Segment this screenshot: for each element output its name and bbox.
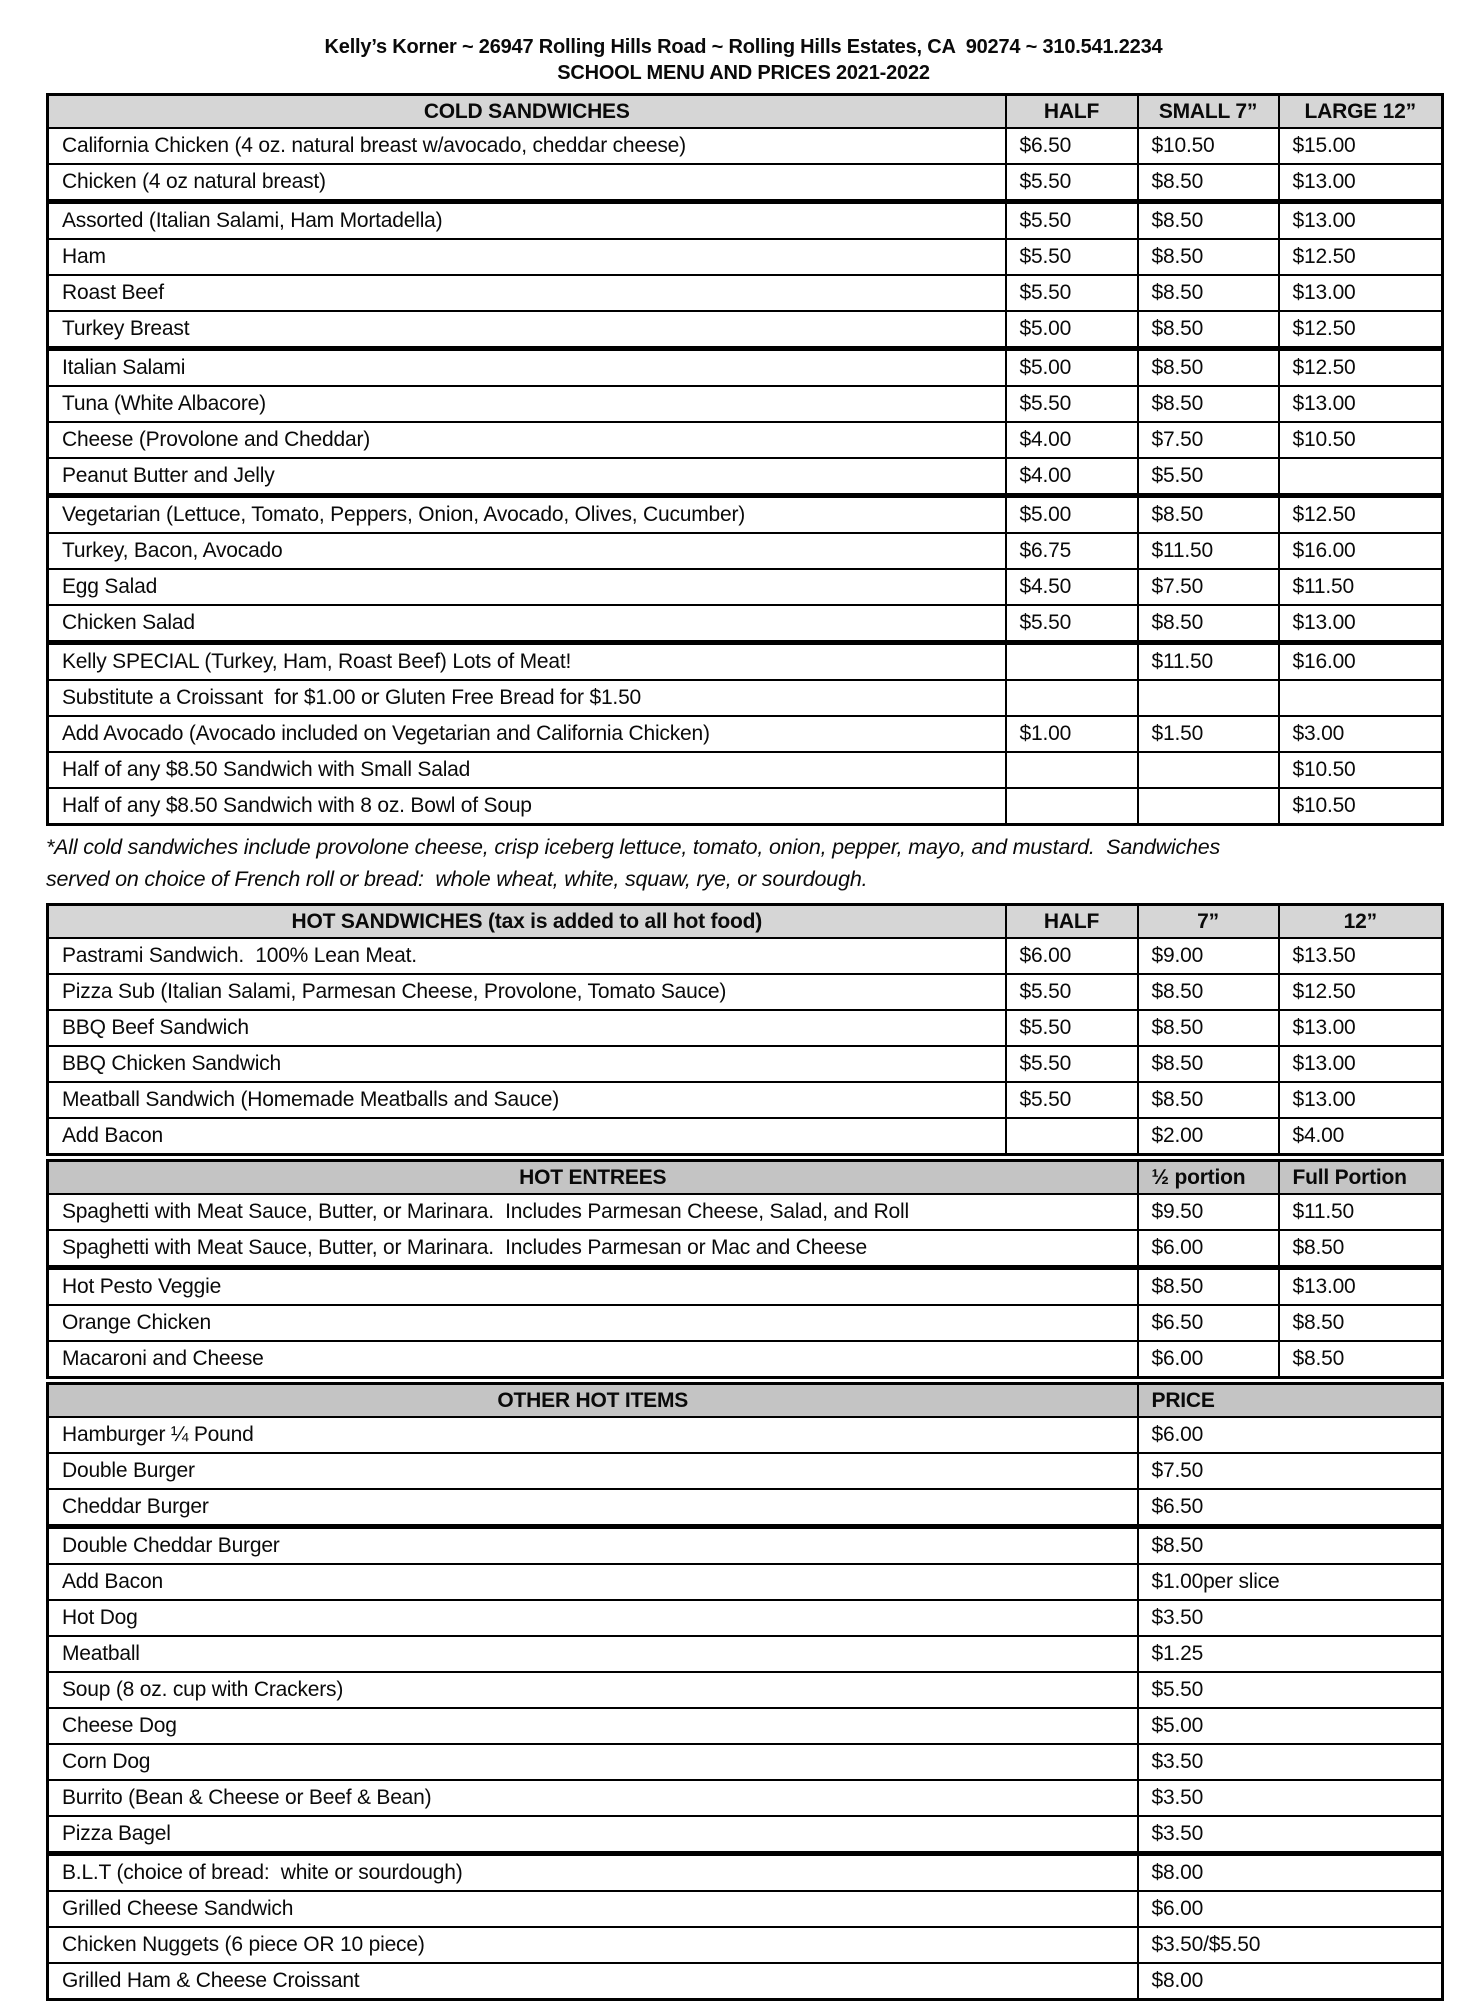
- section-header-hot-entrees: HOT ENTREES: [48, 1161, 1138, 1195]
- item-name-cell: Ham: [48, 239, 1006, 275]
- item-name-cell: Soup (8 oz. cup with Crackers): [48, 1672, 1138, 1708]
- item-name-cell: Meatball Sandwich (Homemade Meatballs and Sauce): [48, 1082, 1006, 1118]
- price-cell-full_portion: $13.00: [1279, 1268, 1443, 1306]
- item-name-cell: California Chicken (4 oz. natural breast w/avocado, cheddar cheese): [48, 128, 1006, 164]
- menu-row: [48, 788, 1443, 825]
- price-cell-small: [1138, 680, 1279, 716]
- price-cell-half_portion: $6.00: [1138, 1341, 1279, 1378]
- item-name-cell: Kelly SPECIAL (Turkey, Ham, Roast Beef) Lots of Meat!: [48, 643, 1006, 681]
- price-cell-small: $8.50: [1138, 164, 1279, 202]
- price-cell-price: $8.00: [1138, 1963, 1443, 2000]
- price-cell-half: $5.50: [1006, 1010, 1138, 1046]
- price-cell-half: $5.50: [1006, 605, 1138, 643]
- item-name-cell: Half of any $8.50 Sandwich with 8 oz. Bowl of Soup: [48, 788, 1006, 825]
- item-name-cell: B.L.T (choice of bread: white or sourdough): [48, 1854, 1138, 1892]
- menu-row: [48, 275, 1443, 311]
- item-name-cell: Tuna (White Albacore): [48, 386, 1006, 422]
- price-cell-price: $8.50: [1138, 1527, 1443, 1565]
- page-title-menu-year: SCHOOL MENU AND PRICES 2021-2022: [557, 62, 930, 84]
- price-cell-large: $13.00: [1279, 275, 1443, 311]
- price-cell-large: $15.00: [1279, 128, 1443, 164]
- column-header-price: PRICE: [1138, 1384, 1443, 1418]
- price-cell-large: $12.50: [1279, 349, 1443, 387]
- price-cell-large: $13.00: [1279, 164, 1443, 202]
- price-cell-half: $6.00: [1006, 938, 1138, 974]
- price-cell-large: $10.50: [1279, 788, 1443, 825]
- price-cell-price: $3.50/$5.50: [1138, 1927, 1443, 1963]
- price-cell-large: $13.00: [1279, 1082, 1443, 1118]
- price-cell-half: $5.50: [1006, 164, 1138, 202]
- price-cell-small: $2.00: [1138, 1118, 1279, 1155]
- item-name-cell: Spaghetti with Meat Sauce, Butter, or Marinara. Includes Parmesan Cheese, Salad, and Roll: [48, 1194, 1138, 1230]
- price-cell-half: $4.50: [1006, 569, 1138, 605]
- menu-row: [48, 1780, 1443, 1816]
- item-name-cell: Italian Salami: [48, 349, 1006, 387]
- column-header-full-portion: Full Portion: [1279, 1161, 1443, 1195]
- item-name-cell: Turkey, Bacon, Avocado: [48, 533, 1006, 569]
- item-name-cell: Peanut Butter and Jelly: [48, 458, 1006, 496]
- price-cell-full_portion: $11.50: [1279, 1194, 1443, 1230]
- menu-row: [48, 1527, 1443, 1565]
- price-cell-small: $8.50: [1138, 496, 1279, 534]
- other-hot-items-table: [46, 1382, 1444, 2001]
- page-title-address: Kelly’s Korner ~ 26947 Rolling Hills Road ~ Rolling Hills Estates, CA 90274 ~ 310.541.2234: [324, 36, 1163, 58]
- price-cell-price: $3.50: [1138, 1816, 1443, 1854]
- price-cell-full_portion: $8.50: [1279, 1230, 1443, 1268]
- price-cell-half: $5.00: [1006, 349, 1138, 387]
- menu-row: [48, 569, 1443, 605]
- cold-sandwiches-table: [46, 93, 1444, 826]
- menu-row: [48, 1268, 1443, 1306]
- item-name-cell: Egg Salad: [48, 569, 1006, 605]
- item-name-cell: Orange Chicken: [48, 1305, 1138, 1341]
- price-cell-large: $12.50: [1279, 974, 1443, 1010]
- hot-entrees-table: [46, 1159, 1444, 1379]
- price-cell-full_portion: $8.50: [1279, 1305, 1443, 1341]
- column-header-half: HALF: [1006, 95, 1138, 129]
- price-cell-small: $8.50: [1138, 1082, 1279, 1118]
- price-cell-half: $5.50: [1006, 1082, 1138, 1118]
- price-cell-small: $8.50: [1138, 1046, 1279, 1082]
- menu-row: [48, 1891, 1443, 1927]
- menu-row: [48, 311, 1443, 349]
- price-cell-small: $1.50: [1138, 716, 1279, 752]
- price-cell-small: $8.50: [1138, 1010, 1279, 1046]
- price-cell-large: $16.00: [1279, 533, 1443, 569]
- item-name-cell: Chicken Nuggets (6 piece OR 10 piece): [48, 1927, 1138, 1963]
- menu-row: [48, 938, 1443, 974]
- item-name-cell: Add Bacon: [48, 1564, 1138, 1600]
- price-cell-half: [1006, 643, 1138, 681]
- price-cell-small: $8.50: [1138, 275, 1279, 311]
- section-header-hot-sandwiches: HOT SANDWICHES (tax is added to all hot food): [48, 905, 1006, 939]
- item-name-cell: Double Burger: [48, 1453, 1138, 1489]
- price-cell-small: $8.50: [1138, 202, 1279, 240]
- hot-entrees-header-row: [48, 1161, 1443, 1195]
- item-name-cell: Burrito (Bean & Cheese or Beef & Bean): [48, 1780, 1138, 1816]
- price-cell-price: $6.50: [1138, 1489, 1443, 1527]
- price-cell-half_portion: $6.00: [1138, 1230, 1279, 1268]
- price-cell-small: $8.50: [1138, 605, 1279, 643]
- menu-row: [48, 1854, 1443, 1892]
- price-cell-price: $8.00: [1138, 1854, 1443, 1892]
- menu-row: [48, 422, 1443, 458]
- menu-row: [48, 349, 1443, 387]
- column-header-12: 12”: [1279, 905, 1443, 939]
- menu-row: [48, 1118, 1443, 1155]
- price-cell-half_portion: $8.50: [1138, 1268, 1279, 1306]
- price-cell-large: $13.00: [1279, 386, 1443, 422]
- price-cell-large: $13.00: [1279, 202, 1443, 240]
- item-name-cell: Pizza Sub (Italian Salami, Parmesan Cheese, Provolone, Tomato Sauce): [48, 974, 1006, 1010]
- price-cell-large: $16.00: [1279, 643, 1443, 681]
- menu-row: [48, 1230, 1443, 1268]
- price-cell-half_portion: $6.50: [1138, 1305, 1279, 1341]
- column-header-half: HALF: [1006, 905, 1138, 939]
- price-cell-half: $6.75: [1006, 533, 1138, 569]
- price-cell-small: $11.50: [1138, 533, 1279, 569]
- price-cell-small: $8.50: [1138, 311, 1279, 349]
- menu-row: [48, 1600, 1443, 1636]
- price-cell-half_portion: $9.50: [1138, 1194, 1279, 1230]
- menu-row: [48, 128, 1443, 164]
- menu-row: [48, 1927, 1443, 1963]
- item-name-cell: Roast Beef: [48, 275, 1006, 311]
- column-header-7: 7”: [1138, 905, 1279, 939]
- price-cell-large: $12.50: [1279, 496, 1443, 534]
- price-cell-half: [1006, 788, 1138, 825]
- menu-row: [48, 1489, 1443, 1527]
- price-cell-full_portion: $8.50: [1279, 1341, 1443, 1378]
- item-name-cell: Spaghetti with Meat Sauce, Butter, or Marinara. Includes Parmesan or Mac and Cheese: [48, 1230, 1138, 1268]
- price-cell-small: [1138, 788, 1279, 825]
- price-cell-half: $4.00: [1006, 458, 1138, 496]
- menu-row: [48, 1963, 1443, 2000]
- cold-sandwiches-header-row: [48, 95, 1443, 129]
- price-cell-price: $5.00: [1138, 1708, 1443, 1744]
- price-cell-large: $12.50: [1279, 311, 1443, 349]
- column-header-large-12: LARGE 12”: [1279, 95, 1443, 129]
- menu-row: [48, 1010, 1443, 1046]
- price-cell-small: $8.50: [1138, 386, 1279, 422]
- menu-row: [48, 386, 1443, 422]
- menu-row: [48, 680, 1443, 716]
- price-cell-small: $10.50: [1138, 128, 1279, 164]
- menu-row: [48, 1341, 1443, 1378]
- menu-row: [48, 1082, 1443, 1118]
- price-cell-small: $11.50: [1138, 643, 1279, 681]
- price-cell-price: $3.50: [1138, 1744, 1443, 1780]
- column-header-small-7: SMALL 7”: [1138, 95, 1279, 129]
- price-cell-price: $1.25: [1138, 1636, 1443, 1672]
- menu-row: [48, 164, 1443, 202]
- item-name-cell: Pizza Bagel: [48, 1816, 1138, 1854]
- menu-row: [48, 1744, 1443, 1780]
- item-name-cell: Pastrami Sandwich. 100% Lean Meat.: [48, 938, 1006, 974]
- price-cell-small: $7.50: [1138, 569, 1279, 605]
- item-name-cell: Cheddar Burger: [48, 1489, 1138, 1527]
- price-cell-price: $6.00: [1138, 1417, 1443, 1453]
- item-name-cell: BBQ Chicken Sandwich: [48, 1046, 1006, 1082]
- price-cell-large: $11.50: [1279, 569, 1443, 605]
- price-cell-price: $1.00per slice: [1138, 1564, 1443, 1600]
- price-cell-large: [1279, 458, 1443, 496]
- other-hot-items-header-row: [48, 1384, 1443, 1418]
- menu-row: [48, 643, 1443, 681]
- item-name-cell: Half of any $8.50 Sandwich with Small Salad: [48, 752, 1006, 788]
- item-name-cell: Vegetarian (Lettuce, Tomato, Peppers, Onion, Avocado, Olives, Cucumber): [48, 496, 1006, 534]
- item-name-cell: Hot Pesto Veggie: [48, 1268, 1138, 1306]
- menu-row: [48, 1672, 1443, 1708]
- menu-row: [48, 605, 1443, 643]
- item-name-cell: Hamburger ¼ Pound: [48, 1417, 1138, 1453]
- item-name-cell: Double Cheddar Burger: [48, 1527, 1138, 1565]
- menu-row: [48, 1708, 1443, 1744]
- price-cell-large: $13.50: [1279, 938, 1443, 974]
- item-name-cell: Macaroni and Cheese: [48, 1341, 1138, 1378]
- price-cell-small: $5.50: [1138, 458, 1279, 496]
- cold-sandwich-footnote: *All cold sandwiches include provolone cheese, crisp iceberg lettuce, tomato, onion, pepper, mayo, and mustard. Sandwiches served on choice of French roll or bread: whole wheat, white, squaw, rye, or sourdough.: [46, 835, 1226, 891]
- item-name-cell: Grilled Cheese Sandwich: [48, 1891, 1138, 1927]
- menu-row: [48, 1453, 1443, 1489]
- hot-sandwiches-header-row: [48, 905, 1443, 939]
- menu-row: [48, 1636, 1443, 1672]
- hot-sandwiches-table: [46, 903, 1444, 1156]
- price-cell-small: $8.50: [1138, 239, 1279, 275]
- price-cell-half: [1006, 752, 1138, 788]
- item-name-cell: Add Avocado (Avocado included on Vegetarian and California Chicken): [48, 716, 1006, 752]
- price-cell-half: $5.50: [1006, 239, 1138, 275]
- price-cell-large: $4.00: [1279, 1118, 1443, 1155]
- menu-row: [48, 202, 1443, 240]
- price-cell-large: $10.50: [1279, 752, 1443, 788]
- menu-row: [48, 716, 1443, 752]
- price-cell-large: $12.50: [1279, 239, 1443, 275]
- price-cell-half: $5.50: [1006, 275, 1138, 311]
- price-cell-price: $6.00: [1138, 1891, 1443, 1927]
- menu-row: [48, 1194, 1443, 1230]
- item-name-cell: Chicken (4 oz natural breast): [48, 164, 1006, 202]
- price-cell-half: $5.00: [1006, 311, 1138, 349]
- price-cell-price: $3.50: [1138, 1600, 1443, 1636]
- menu-row: [48, 1816, 1443, 1854]
- item-name-cell: Substitute a Croissant for $1.00 or Gluten Free Bread for $1.50: [48, 680, 1006, 716]
- item-name-cell: BBQ Beef Sandwich: [48, 1010, 1006, 1046]
- price-cell-large: $10.50: [1279, 422, 1443, 458]
- price-cell-price: $7.50: [1138, 1453, 1443, 1489]
- item-name-cell: Cheese Dog: [48, 1708, 1138, 1744]
- price-cell-large: $13.00: [1279, 1010, 1443, 1046]
- price-cell-small: $7.50: [1138, 422, 1279, 458]
- item-name-cell: Meatball: [48, 1636, 1138, 1672]
- menu-row: [48, 533, 1443, 569]
- price-cell-large: $13.00: [1279, 605, 1443, 643]
- price-cell-half: $6.50: [1006, 128, 1138, 164]
- item-name-cell: Corn Dog: [48, 1744, 1138, 1780]
- item-name-cell: Add Bacon: [48, 1118, 1006, 1155]
- price-cell-half: $5.50: [1006, 1046, 1138, 1082]
- menu-row: [48, 1046, 1443, 1082]
- menu-row: [48, 458, 1443, 496]
- item-name-cell: Assorted (Italian Salami, Ham Mortadella): [48, 202, 1006, 240]
- section-header-cold-sandwiches: COLD SANDWICHES: [48, 95, 1006, 129]
- price-cell-small: $8.50: [1138, 974, 1279, 1010]
- price-cell-half: [1006, 680, 1138, 716]
- price-cell-large: [1279, 680, 1443, 716]
- menu-row: [48, 496, 1443, 534]
- column-header-half-portion: ½ portion: [1138, 1161, 1279, 1195]
- item-name-cell: Hot Dog: [48, 1600, 1138, 1636]
- price-cell-half: $5.50: [1006, 386, 1138, 422]
- price-cell-half: [1006, 1118, 1138, 1155]
- price-cell-half: $5.00: [1006, 496, 1138, 534]
- menu-row: [48, 974, 1443, 1010]
- item-name-cell: Grilled Ham & Cheese Croissant: [48, 1963, 1138, 2000]
- price-cell-small: [1138, 752, 1279, 788]
- section-header-other-hot-items: OTHER HOT ITEMS: [48, 1384, 1138, 1418]
- menu-row: [48, 752, 1443, 788]
- menu-row: [48, 239, 1443, 275]
- price-cell-price: $5.50: [1138, 1672, 1443, 1708]
- price-cell-small: $9.00: [1138, 938, 1279, 974]
- menu-row: [48, 1305, 1443, 1341]
- item-name-cell: Turkey Breast: [48, 311, 1006, 349]
- price-cell-large: $3.00: [1279, 716, 1443, 752]
- price-cell-half: $4.00: [1006, 422, 1138, 458]
- price-cell-half: $1.00: [1006, 716, 1138, 752]
- price-cell-price: $3.50: [1138, 1780, 1443, 1816]
- price-cell-large: $13.00: [1279, 1046, 1443, 1082]
- price-cell-half: $5.50: [1006, 202, 1138, 240]
- price-cell-half: $5.50: [1006, 974, 1138, 1010]
- menu-row: [48, 1417, 1443, 1453]
- item-name-cell: Cheese (Provolone and Cheddar): [48, 422, 1006, 458]
- menu-row: [48, 1564, 1443, 1600]
- price-cell-small: $8.50: [1138, 349, 1279, 387]
- item-name-cell: Chicken Salad: [48, 605, 1006, 643]
